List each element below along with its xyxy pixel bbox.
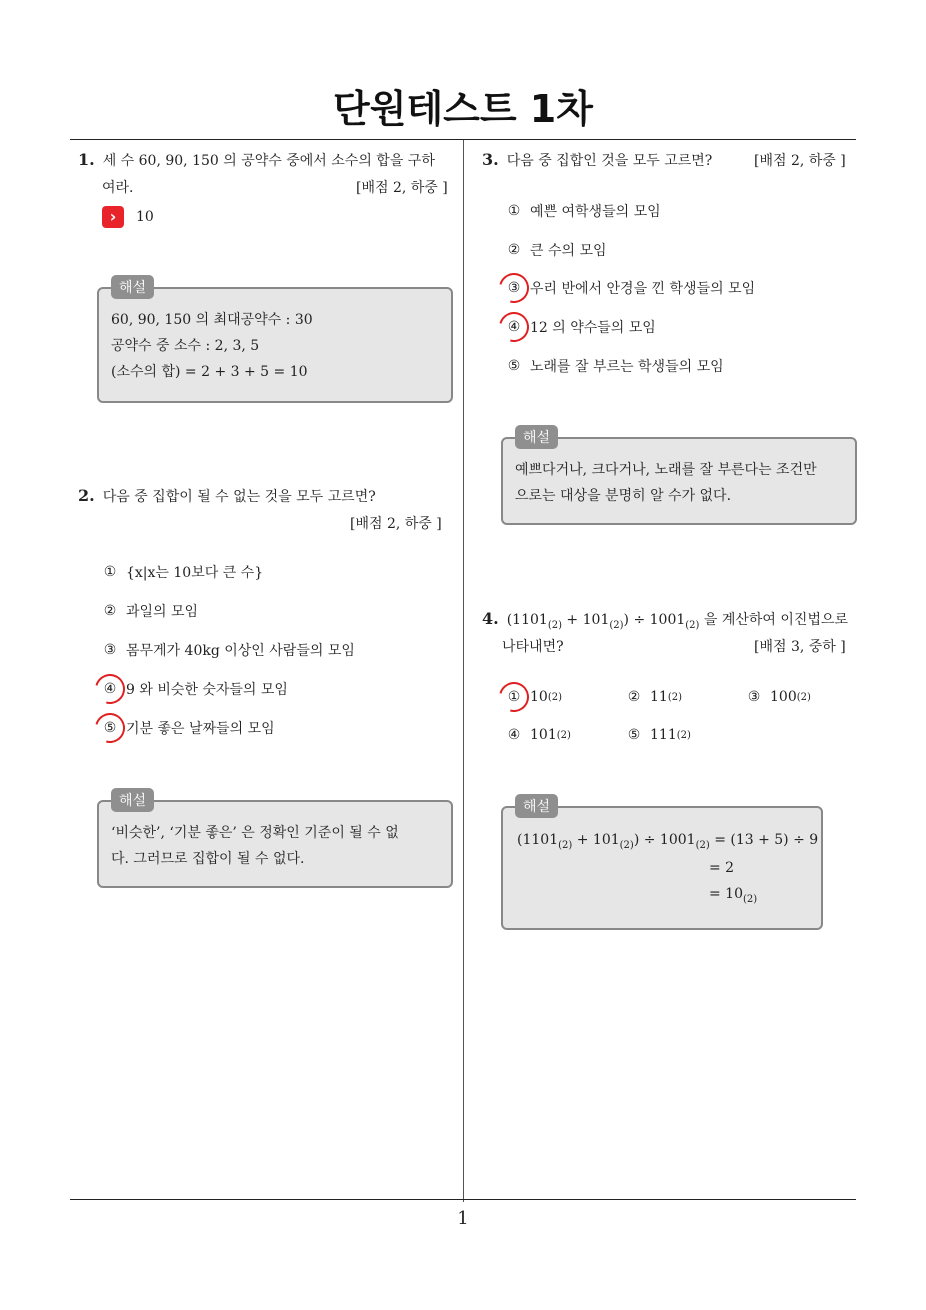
q1-text-line1: 세 수 60, 90, 150 의 공약수 중에서 소수의 합을 구하 — [102, 153, 435, 169]
q2-explanation-line: ‘비슷한’, ‘기분 좋은’ 은 정확인 기준이 될 수 없 — [111, 825, 399, 841]
choice-text: {x|x는 10보다 큰 수} — [126, 565, 264, 581]
choice-mark: ⑤ — [507, 358, 521, 374]
q1-heading — [78, 150, 435, 170]
choice-text: 몸무게가 40kg 이상인 사람들의 모임 — [126, 643, 355, 659]
choice-mark: ② — [627, 689, 641, 705]
q2-choice-2 — [100, 601, 198, 621]
choice-mark: ① — [103, 564, 117, 580]
choice-value: 100 — [770, 689, 797, 705]
q2-heading — [78, 486, 376, 506]
q4-choice-5: ⑤ 111 (2) — [624, 725, 691, 745]
q3-choice-4 — [504, 317, 656, 337]
choice-mark-selected: ① — [504, 687, 524, 707]
q4-expression: $(1101_{(2)} + 101_{(2)}) \div 1001_{(2)}$ — [506, 612, 700, 631]
choice-mark: ② — [103, 603, 117, 619]
q3-choice-5 — [504, 356, 724, 376]
q1-answer-value: 10 — [136, 209, 154, 225]
q4-choice-2: ② 11 (2) — [624, 687, 682, 707]
q3-choice-2 — [504, 240, 607, 260]
choice-text: 큰 수의 모임 — [530, 243, 607, 259]
bottom-rule — [70, 1199, 856, 1200]
q4-choice-4: ④ 101 (2) — [504, 725, 571, 745]
choice-text: 예쁜 여학생들의 모임 — [530, 204, 661, 220]
q3-choice-1 — [504, 201, 661, 221]
q2-points: [배점 2, 하중 ] — [350, 516, 442, 532]
q1-text-line2: 여라. — [102, 180, 134, 196]
q4-explanation-expression: $(1101_{(2)} + 101_{(2)}) \div 1001_{(2)} = (13 + 5) \div 9$ — [517, 832, 819, 851]
choice-text: 기분 좋은 날짜들의 모임 — [126, 721, 275, 737]
choice-text: 과일의 모임 — [126, 604, 199, 620]
q4-choice-3: ③ 100 (2) — [744, 687, 811, 707]
choice-text: 9 와 비슷한 숫자들의 모임 — [126, 682, 288, 698]
choice-mark-selected: ⑤ — [100, 718, 120, 738]
q2-text: 다음 중 집합이 될 수 없는 것을 모두 고르면? — [102, 489, 376, 505]
q3-points: [배점 2, 하중 ] — [754, 153, 846, 169]
q3-explanation-line: 으로는 대상을 분명히 알 수가 없다. — [515, 488, 732, 504]
q4-number: 4. — [482, 609, 499, 628]
q1-number: 1. — [78, 150, 95, 169]
q4-explanation-label: 해설 — [515, 794, 558, 818]
q3-text: 다음 중 집합인 것을 모두 고르면? — [506, 153, 713, 169]
q4-text-tail: 을 계산하여 이진법으로 — [703, 612, 849, 628]
q4-text-line2: 나타내면? — [502, 639, 564, 655]
q2-explanation-line: 다. 그러므로 집합이 될 수 없다. — [111, 851, 305, 867]
q1-points: [배점 2, 하중 ] — [356, 180, 448, 196]
choice-value: 10 — [530, 689, 548, 705]
choice-mark: ② — [507, 242, 521, 258]
q2-choice-1 — [100, 562, 263, 582]
q4-heading — [482, 609, 848, 631]
q1-explanation-line: (소수의 합) = 2 + 3 + 5 = 10 — [111, 364, 308, 380]
q2-explanation-box — [97, 793, 453, 888]
q4-step2: = 2 — [709, 860, 735, 876]
choice-mark: ④ — [507, 727, 521, 743]
choice-value: 101 — [530, 727, 557, 743]
q1-explanation-line: 60, 90, 150 의 최대공약수 : 30 — [111, 312, 313, 328]
column-divider — [463, 140, 464, 1202]
q1-answer — [102, 206, 154, 228]
choice-value: 111 — [650, 727, 677, 743]
choice-text: 우리 반에서 안경을 낀 학생들의 모임 — [530, 281, 756, 297]
q2-choice-4 — [100, 679, 288, 699]
q2-number: 2. — [78, 486, 95, 505]
choice-text: 노래를 잘 부르는 학생들의 모임 — [530, 359, 724, 375]
q3-explanation-line: 예쁘다거나, 크다거나, 노래를 잘 부른다는 조건만 — [515, 462, 817, 478]
choice-mark-selected: ④ — [100, 679, 120, 699]
choice-mark: ③ — [747, 689, 761, 705]
q2-explanation-label: 해설 — [111, 788, 154, 812]
q1-explanation-box — [97, 280, 453, 403]
q4-points: [배점 3, 중하 ] — [754, 639, 846, 655]
q4-explanation-box — [501, 799, 823, 930]
answer-arrow-icon: › — [102, 206, 124, 228]
q4-choice-1: ① 10 (2) — [504, 687, 562, 707]
page-title: 단원테스트 1차 — [333, 87, 593, 131]
choice-mark: ③ — [103, 642, 117, 658]
q2-choice-3 — [100, 640, 355, 660]
q4-step3: = $10_{(2)}$ — [709, 886, 758, 905]
q3-explanation-label: 해설 — [515, 425, 558, 449]
q1-explanation-line: 공약수 중 소수 : 2, 3, 5 — [111, 338, 260, 354]
page-number: 1 — [457, 1208, 469, 1229]
q2-choice-5 — [100, 718, 275, 738]
choice-text: 12 의 약수들의 모임 — [530, 320, 656, 336]
choice-mark-selected: ④ — [504, 317, 524, 337]
choice-value: 11 — [650, 689, 668, 705]
q3-explanation-box — [501, 430, 857, 525]
q3-choice-3 — [504, 278, 755, 298]
q3-number: 3. — [482, 150, 499, 169]
q4-step1: = (13 + 5) ÷ 9 — [714, 832, 819, 848]
q1-explanation-label: 해설 — [111, 275, 154, 299]
choice-mark: ① — [507, 203, 521, 219]
choice-mark: ⑤ — [627, 727, 641, 743]
choice-mark-selected: ③ — [504, 278, 524, 298]
q3-heading — [482, 150, 712, 170]
